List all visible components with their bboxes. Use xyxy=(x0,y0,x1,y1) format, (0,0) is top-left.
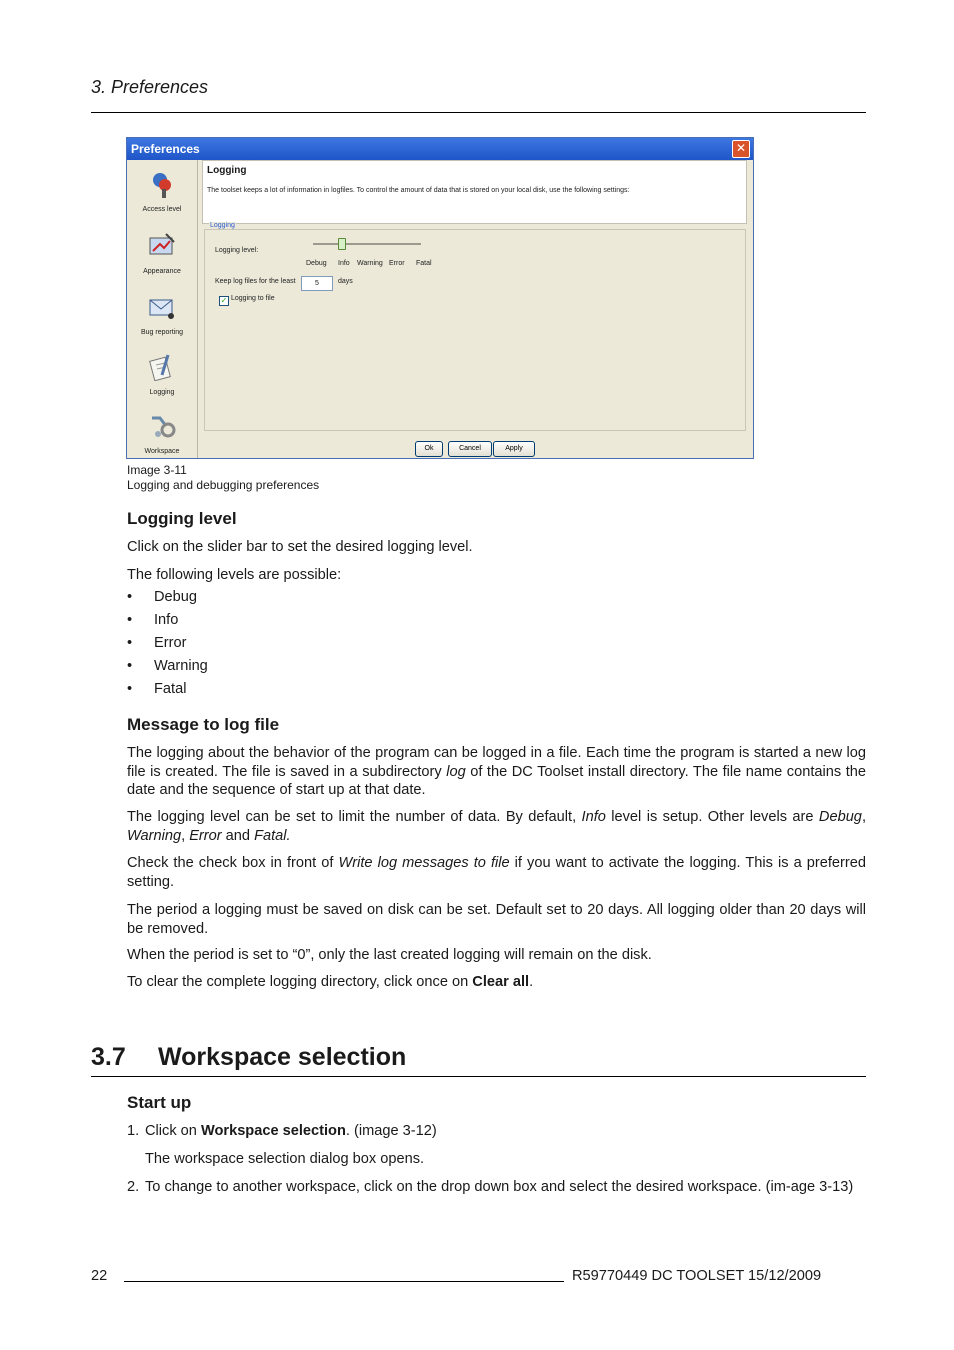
image-caption-text: Logging and debugging preferences xyxy=(127,478,320,492)
logging-level-para-2: The following levels are possible: xyxy=(127,567,342,583)
message-para-2: The logging level can be set to limit the number of data. By default, Info level is setup. Other levels are Debug, Warning, Error and Fatal. xyxy=(127,809,866,844)
sidebar-item-workspace xyxy=(127,412,197,455)
keep-days-field: 5 xyxy=(301,276,333,291)
logging-to-file-checkbox: ✓ xyxy=(220,296,228,305)
logging-level-heading: Logging level xyxy=(127,509,237,528)
level-tick-info: Info xyxy=(338,260,350,267)
keep-days-label: Keep log files for the least xyxy=(215,278,296,285)
chapter-header: 3. Preferences xyxy=(91,77,209,97)
dialog-sidebar xyxy=(127,160,198,458)
sidebar-label: Logging xyxy=(149,389,175,396)
dialog-title: Preferences xyxy=(131,142,200,156)
notepad-icon xyxy=(148,353,176,381)
page-number: 22 xyxy=(91,1268,108,1284)
level-tick-error: Error xyxy=(389,260,405,267)
message-para-6: To clear the complete logging directory, click once on Clear all. xyxy=(127,974,534,990)
footer-rule xyxy=(124,1281,564,1282)
bullet-item: • Info xyxy=(127,612,179,628)
logging-page-title: Logging xyxy=(207,165,247,176)
envelope-icon xyxy=(148,293,176,321)
logging-level-para-1: Click on the slider bar to set the desired logging level. xyxy=(127,539,473,555)
message-para-4: The period a logging must be saved on disk can be set. Default set to 20 days. All logging older than 20 days will be removed. xyxy=(127,902,866,937)
header-rule xyxy=(91,112,866,113)
slider-thumb xyxy=(338,238,346,250)
sidebar-label: Workspace xyxy=(144,448,180,455)
ok-button: Ok xyxy=(415,441,443,457)
group-legend: Logging xyxy=(210,222,235,229)
logging-to-file-label: Logging to file xyxy=(231,295,275,302)
footer-reference: R59770449 DC TOOLSET 15/12/2009 xyxy=(572,1268,822,1284)
tools-icon xyxy=(148,412,176,440)
start-up-heading: Start up xyxy=(127,1093,192,1112)
section-title: 3.7 Workspace selection xyxy=(91,1043,407,1071)
logging-header-panel xyxy=(202,160,747,224)
image-caption-number: Image 3-11 xyxy=(127,463,187,477)
logging-level-label: Logging level: xyxy=(215,247,259,254)
dialog-titlebar xyxy=(127,138,753,160)
days-unit-label: days xyxy=(338,278,353,285)
message-para-3: Check the check box in front of Write log messages to file if you want to activate the logging. This is a preferred setting. xyxy=(127,855,866,890)
logging-group xyxy=(204,222,746,431)
cancel-button: Cancel xyxy=(448,441,492,457)
bullet-item: • Fatal xyxy=(127,681,187,697)
message-heading: Message to log file xyxy=(127,715,280,734)
bullet-item: • Debug xyxy=(127,589,198,605)
sidebar-item-access-level xyxy=(127,170,197,213)
preferences-dialog-image xyxy=(126,137,754,459)
keys-icon xyxy=(148,170,176,198)
message-para-5: When the period is set to “0”, only the last created logging will remain on the disk. xyxy=(127,947,652,963)
close-icon: ✕ xyxy=(732,140,750,158)
section-rule xyxy=(91,1076,866,1077)
bullet-item: • Error xyxy=(127,635,187,651)
sidebar-item-appearance xyxy=(127,232,197,275)
logging-page-description: The toolset keeps a lot of information in logfiles. To control the amount of data that is stored on your local disk, use the following settings: xyxy=(207,187,630,194)
message-para-1: The logging about the behavior of the program can be logged in a file. Each time the program is started a new log file is created. The file is saved in a subdirectory log of the DC Toolset install directory. The file name contains the date and the sequence of start up at that date. xyxy=(127,745,866,798)
sidebar-item-logging xyxy=(127,353,197,396)
level-tick-debug: Debug xyxy=(306,260,327,267)
slider-track xyxy=(313,243,421,245)
level-tick-warning: Warning xyxy=(357,260,383,267)
paint-icon xyxy=(148,232,176,260)
sidebar-item-bug-reporting xyxy=(127,293,197,336)
sidebar-label: Bug reporting xyxy=(140,329,184,336)
level-tick-fatal: Fatal xyxy=(416,260,432,267)
sidebar-label: Appearance xyxy=(143,268,181,275)
apply-button: Apply xyxy=(493,441,535,457)
sidebar-label: Access level xyxy=(142,206,182,213)
bullet-item: • Warning xyxy=(127,658,208,674)
